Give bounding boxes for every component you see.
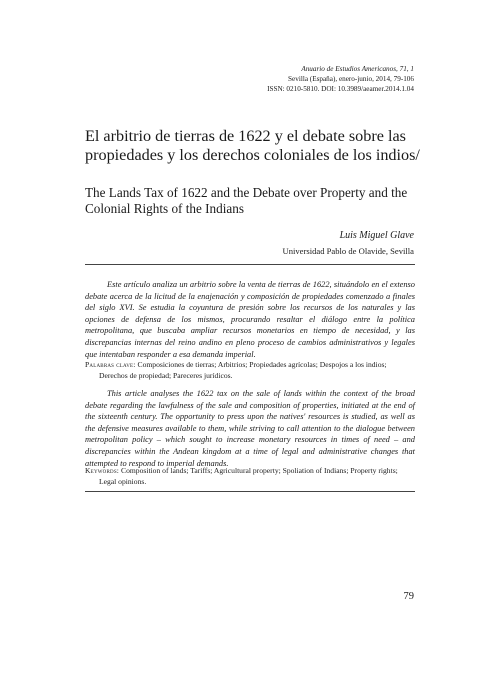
journal-issue: Sevilla (España), enero-junio, 2014, 79-106 [288, 75, 414, 83]
journal-doi: ISSN: 0210-5810. DOI: 10.3989/aeamer.2014.1.04 [267, 85, 414, 93]
author-name: Luis Miguel Glave [339, 230, 414, 241]
keywords-english-text: Composition of lands; Tariffs; Agricultural property; Spoliation of Indians; Property rights; Legal opinions. [99, 466, 398, 486]
article-title-spanish: El arbitrio de tierras de 1622 y el debate sobre las propiedades y los derechos coloniales de los indios/ [85, 127, 420, 164]
keywords-spanish-label: Palabras clave: [85, 360, 136, 369]
abstract-spanish: Este artículo analiza un arbitrio sobre la venta de tierras de 1622, situándolo en el extenso debate acerca de la licitud de la enajenación y composición de propiedades comenzado a finales del siglo XVI. Se estudia la coyuntura de presión sobre los recursos de los naturales y las opciones de defensa de los mismos, procurando resaltar el diálogo entre la política metropolitana, que buscaba ampliar recursos monetarios en tiempo de necesidad, y las discrepancias internas del reino andino en pleno proceso de cambios administrativos y legales que intentaban responder a esa demanda imperial. [85, 280, 415, 359]
author-affiliation: Universidad Pablo de Olavide, Sevilla [282, 246, 414, 256]
article-title-english: The Lands Tax of 1622 and the Debate over Property and the Colonial Rights of the Indians [85, 185, 408, 216]
journal-header [267, 64, 414, 94]
abstract-english: This article analyses the 1622 tax on the sale of lands within the context of the broad debate regarding the lawfulness of the sale and composition of properties, initiated at the end of the sixteenth century. The opportunity to press upon the natives' resources is studied, as well as the defensive measures available to them, while striving to call attention to the dialogue between metropolitan policy – which sought to increase monetary resources in times of need – and discrepancies within the Andean kingdom at a time of legal and administrative changes that attempted to respond to imperial demands. [85, 389, 415, 468]
keywords-spanish [85, 360, 415, 381]
keywords-spanish-text: Composiciones de tierras; Arbitrios; Propiedades agrícolas; Despojos a los indios; Derechos de propiedad; Pareceres jurídicos. [99, 360, 387, 380]
journal-name: Anuario de Estudios Americanos, 71, 1 [301, 65, 414, 73]
keywords-english-label: Keywords: [85, 466, 120, 475]
divider-top [85, 264, 415, 265]
divider-bottom [85, 491, 415, 492]
keywords-english [85, 466, 415, 487]
page-number: 79 [403, 591, 414, 602]
